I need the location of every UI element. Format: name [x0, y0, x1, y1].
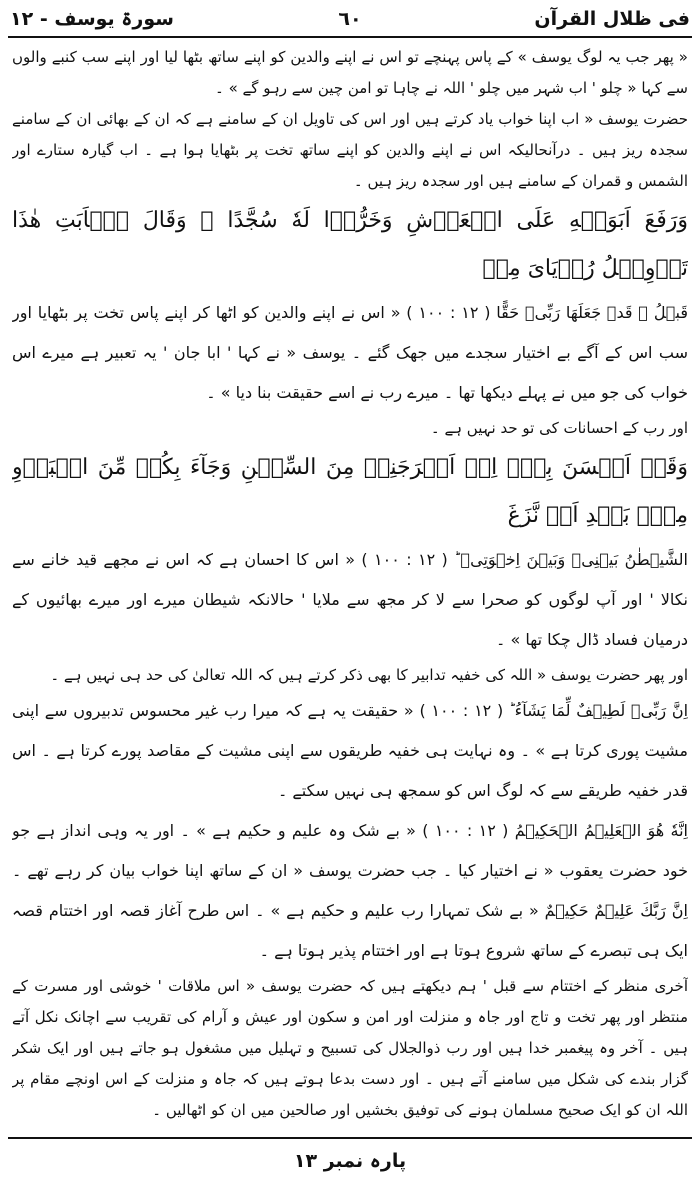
paragraph-9: آخری منظر کے اختتام سے قبل ' ہم دیکھتے ہیں کہ حضرت یوسف « اس ملاقات ' خوشی اور مسرت کے منتظر اور پھر تخت و تاج اور جاہ و منزلت اور امن و سکون اور عیش و آرام کی تقریب سے اچانک نکل آتے ہیں ۔ آخر وہ پیغمبر خدا ہیں اور رب ذوالجلال کی تسبیح و تہلیل میں مشغول ہو جاتے ہیں اور ایک شکر گزار بندے کی شکل میں سامنے آتے ہیں ۔ اور دست بدعا ہوتے ہیں کہ جاہ و منزلت کے اس اونچے مقام پر اللہ ان کو ایک صحیح مسلمان ہونے کی توفیق بخشیں اور صالحین میں ان کو اٹھالیں ۔ [12, 977, 688, 1119]
page-body [12, 42, 688, 1122]
paragraph-5: الشَّیۡطٰنُ بَیۡنِیۡ وَبَیۡنَ اِخۡوَتِیۡ ؕ ( ١٢ : ١٠٠ ) « اس کا احسان ہے کہ اس نے مجھے قید خانے سے نکالا ' اور آپ لوگوں کو صحرا سے لا کر مجھ سے ملایا ' حالانکہ شیطان میرے اور میرے بھائیوں کے درمیان فساد ڈال چکا تھا » ۔ [12, 550, 688, 649]
header-rule [8, 36, 692, 38]
paragraph-6: اور پھر حضرت یوسف « اللہ کی خفیہ تدابیر کا بھی ذکر کرتے ہیں کہ اللہ تعالیٰ کی حد ہی نہیں ہے ۔ [50, 666, 688, 684]
paragraph-2: حضرت یوسف « اب اپنا خواب یاد کرتے ہیں اور اس کی تاویل ان کے سامنے ہے کہ ان کے بھائی ان کے سامنے سجدہ ریز ہیں ۔ درآنحالیکہ اس نے اپنے والدین کو اپنے ساتھ تخت پر بٹھایا ہوا ہے ۔ اب گیارہ ستارے اور الشمس و قمران کے سامنے ہیں اور سجدہ ریز ہیں ۔ [12, 110, 688, 190]
quran-verse-1: وَرَفَعَ اَبَوَیۡهِ عَلَی الۡعَرۡشِ وَخَرُّوۡا لَهٗ سُجَّدًا ۚ وَقَالَ یٰۤاَبَتِ هٰذَا تَاۡوِیۡلُ رُءۡیَایَ مِنۡ [12, 208, 688, 281]
surah-label: سورۃ یوسف - ١٢ [10, 8, 174, 30]
para-number: پارہ نمبر ١٣ [293, 1150, 407, 1172]
page-header [10, 4, 690, 34]
paragraph-7: اِنَّ رَبِّیۡ لَطِیۡفٌ لِّمَا یَشَآءُ ؕ ( ١٢ : ١٠٠ ) « حقیقت یہ ہے کہ میرا رب غیر محسوس تدبیروں سے اپنی مشیت پوری کرتا ہے » ۔ وہ نہایت ہی خفیہ طریقوں سے اپنی مشیت کے مقاصد پورے کرتا ہے ۔ اس قدر خفیہ طریقے سے کہ لوگ اس کو سمجھ ہی نہیں سکتے ۔ [12, 701, 688, 800]
paragraph-3: قَبۡلُ ۫ قَدۡ جَعَلَهَا رَبِّیۡ حَقًّا ( ١٢ : ١٠٠ ) « اس نے اپنے والدین کو اٹھا کر اپنے پاس تخت پر بٹھایا اور سب اس کے آگے بے اختیار سجدے میں جھک گئے ۔ یوسف « نے کہا ' ابا جان ' یہ تعبیر ہے میرے اس خواب کی جو میں نے پہلے دیکھا تھا ۔ میرے رب نے اسے حقیقت بنا دیا » ۔ [12, 303, 688, 402]
book-title: فی ظلال القرآن [534, 8, 690, 30]
paragraph-4: اور رب کے احسانات کی تو حد نہیں ہے ۔ [430, 419, 688, 437]
page-number: ٦٠ [338, 8, 362, 30]
paragraph-1: « پھر جب یہ لوگ یوسف » کے پاس پہنچے تو اس نے اپنے والدین کو اپنے ساتھ بٹھا لیا اور اپنے سب کنبے والوں سے کہا « چلو ' اب شہر میں چلو ' اللہ نے چاہا تو امن چین سے رہو گے » ۔ [12, 48, 688, 97]
paragraph-8: اِنَّهٗ هُوَ الۡعَلِیۡمُ الۡحَكِیۡمُ ( ١٢ : ١٠٠ ) « بے شک وہ علیم و حکیم ہے » ۔ اور یہ وہی انداز ہے جو خود حضرت یعقوب « نے اختیار کیا ۔ جب حضرت یوسف « ان کے ساتھ اپنا خواب بیان کر رہے تھے ۔ اِنَّ رَبَّكَ عَلِیۡمٌ حَكِیۡمٌ « بے شک تمہارا رب علیم و حکیم ہے » ۔ اس طرح آغاز قصہ اور اختتام قصہ ایک ہی تبصرے کے ساتھ شروع ہوتا ہے اور اختتام پذیر ہوتا ہے ۔ [12, 821, 688, 960]
quran-verse-2: وَقَدۡ اَحۡسَنَ بِیۡۤ اِذۡ اَخۡرَجَنِیۡ مِنَ السِّجۡنِ وَجَآءَ بِكُمۡ مِّنَ الۡبَدۡوِ مِنۡۢ بَعۡدِ اَنۡ نَّزَغَ [12, 455, 688, 528]
footer-rule [8, 1137, 692, 1139]
